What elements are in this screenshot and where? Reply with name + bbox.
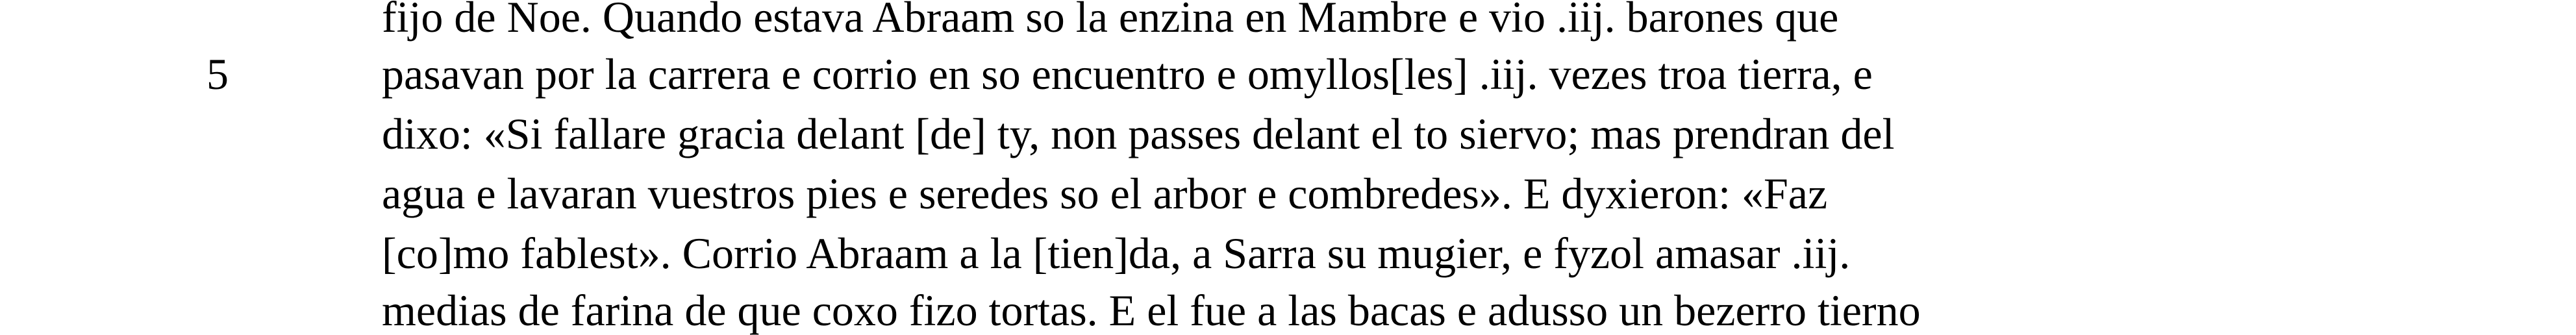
text-line: dixo: «Si fallare gracia delant [de] ty, non passes delant el to siervo; mas prendran del [382,109,1895,158]
text-line: [co]mo fablest». Corrio Abraam a la [tien]da, a Sarra su mugier, e fyzol amasar .iij. [382,229,1851,278]
text-line-partial-bottom: medias de farina de que coxo fizo tortas. E el fue a las bacas e adusso un bezerro tierno [382,286,1921,335]
text-line-partial-top: fijo de Noe. Quando estava Abraam so la enzina en Mambre e vio .iij. barones que [382,0,1839,42]
text-line: agua e lavaran vuestros pies e seredes so el arbor e combredes». E dyxieron: «Faz [382,169,1828,218]
line-number: 5 [206,49,229,99]
text-line: pasavan por la carrera e corrio en so encuentro e omyllos[les] .iij. vezes troa tierra, e [382,49,1873,99]
